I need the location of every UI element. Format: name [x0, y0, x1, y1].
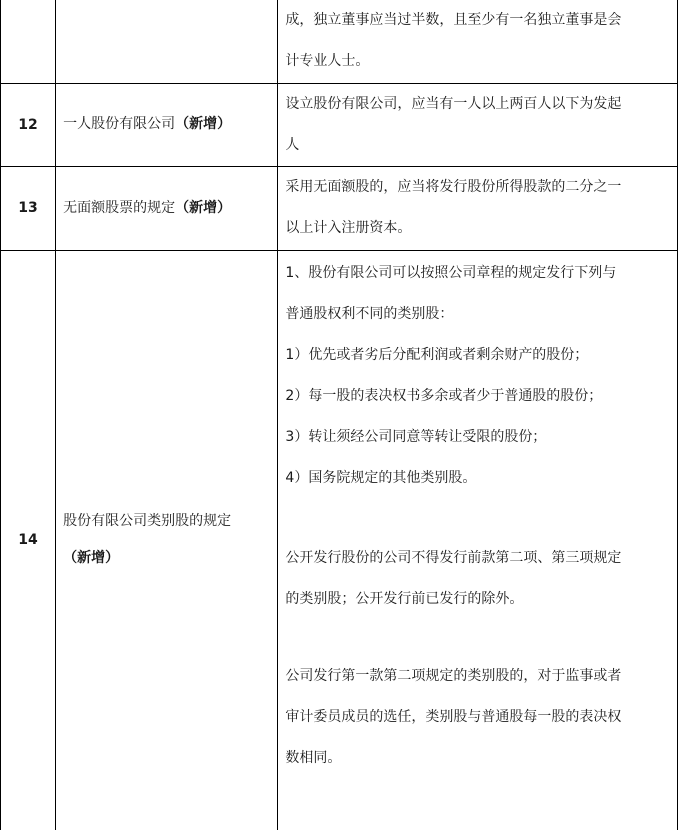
item-name [56, 250, 278, 830]
new-tag: （新增） [175, 116, 232, 132]
item-content [278, 166, 678, 250]
new-tag: （新增） [175, 199, 232, 216]
content-line: 4）国务院规定的其他类别股。 [285, 469, 477, 486]
content-line: 公开发行股份的公司不得发行前款第二项、第三项规定 [285, 549, 622, 566]
table-row [1, 166, 678, 250]
content-line: 计专业人士。 [285, 53, 370, 70]
content-line: 普通股权利不同的类别股： [285, 305, 454, 322]
item-title: 股份有限公司类别股的规定 [63, 513, 232, 530]
item-title: 无面额股票的规定 [63, 199, 176, 216]
table-row [1, 250, 678, 830]
content-line: 采用无面额股的，应当将发行股份所得股款的二分之一 [285, 179, 622, 195]
table-row [1, 83, 678, 166]
content-line: 1、股份有限公司可以按照公司章程的规定发行下列与 [285, 264, 617, 281]
paragraph-gap [285, 499, 671, 538]
item-content [278, 83, 678, 166]
content-line: 成，独立董事应当过半数，且至少有一名独立董事是会 [285, 12, 622, 29]
item-title: 一人股份有限公司 [63, 116, 176, 132]
content-line: 1）优先或者劣后分配利润或者剩余财产的股份； [285, 346, 589, 363]
content-line: 以上计入注册资本。 [285, 220, 412, 236]
content-line: 人 [285, 136, 300, 153]
new-tag: （新增） [63, 550, 120, 567]
content-line: 2）每一股的表决权书多余或者少于普通股的股份； [285, 387, 603, 404]
item-content [278, 250, 678, 830]
table-row [1, 0, 678, 83]
item-name [56, 83, 278, 166]
content-line: 审计委员成员的选任，类别股与普通股每一股的表决权 [285, 708, 622, 725]
row-number [1, 0, 56, 83]
row-number: 12 [1, 83, 56, 166]
content-line: 的类别股；公开发行前已发行的除外。 [285, 590, 524, 607]
item-name [56, 166, 278, 250]
content-line: 3）转让须经公司同意等转让受限的股份； [285, 428, 547, 445]
item-name [56, 0, 278, 83]
content-line: 设立股份有限公司，应当有一人以上两百人以下为发起 [285, 95, 622, 112]
content-line: 数相同。 [285, 749, 342, 766]
content-line: 公司发行第一款第二项规定的类别股的，对于监事或者 [285, 667, 622, 684]
row-number: 14 [1, 250, 56, 830]
row-number: 13 [1, 166, 56, 250]
paragraph-gap [285, 620, 671, 656]
item-content [278, 0, 678, 83]
